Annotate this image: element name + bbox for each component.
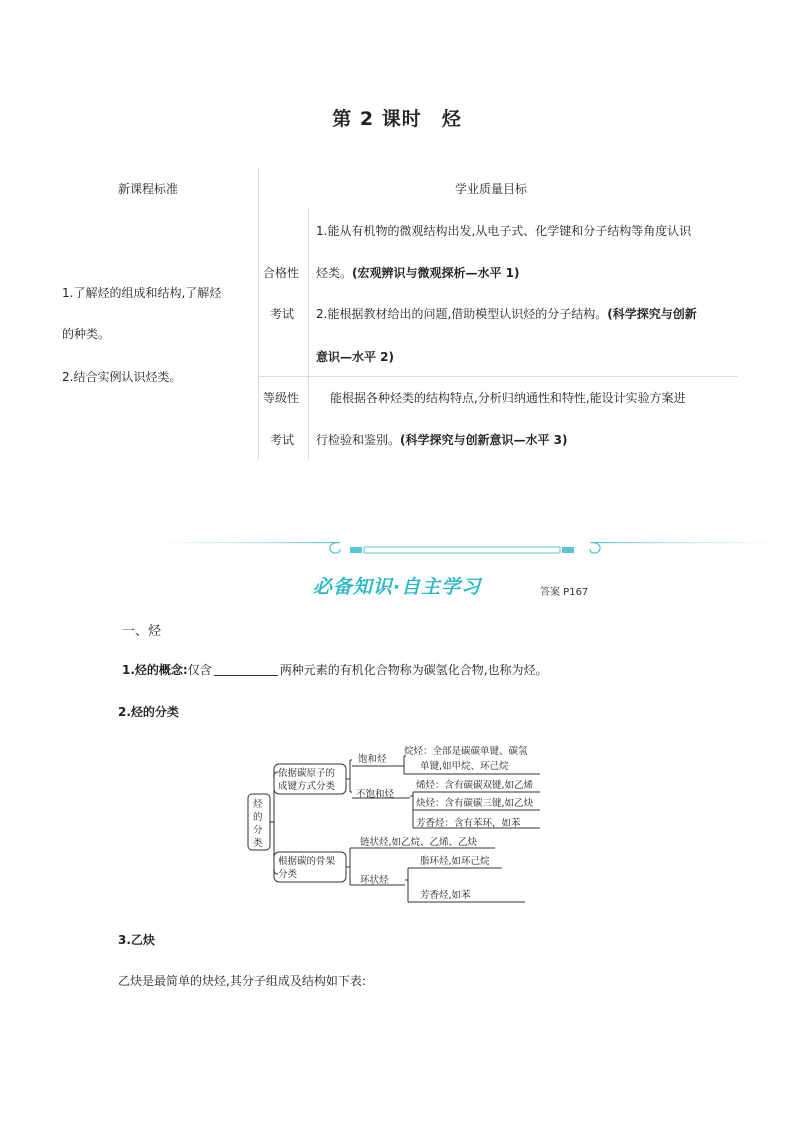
level-exam-label: 等级性 xyxy=(263,391,300,405)
answer-reference: 答案 P167 xyxy=(540,587,589,598)
ring-label: 环状烃 xyxy=(360,875,389,886)
pass-goal-level: (科学探究与创新 xyxy=(607,307,697,321)
classification-diagram xyxy=(240,740,540,910)
level-goal: 能根据各种烃类的结构特点,分析归纳通性和特性,能设计实验方案进 xyxy=(330,391,686,405)
acetylene-heading: 3.乙炔 xyxy=(118,933,155,947)
table-divider xyxy=(258,168,259,460)
classification-heading: 2.烃的分类 xyxy=(118,705,179,719)
alkene-label: 烯烃：含有碳碳双键,如乙烯 xyxy=(416,780,534,791)
definition-pre: 仅含 xyxy=(187,663,212,677)
root-label: 分 xyxy=(253,825,263,836)
saturated-label: 饱和烃 xyxy=(358,754,387,765)
pass-goal-2-cont: 意识—水平 2) xyxy=(316,350,395,364)
level-exam-label: 考试 xyxy=(270,433,295,447)
hydrocarbon-definition xyxy=(122,661,548,678)
branch1-label: 依据碳原子的 xyxy=(278,768,336,779)
standard-line: 的种类。 xyxy=(62,327,111,341)
acetylene-intro: 乙炔是最简单的炔烃,其分子组成及结构如下表: xyxy=(118,974,366,988)
fill-blank[interactable] xyxy=(214,663,278,676)
level-goal-cont xyxy=(316,431,568,448)
level-goal-text: 行检验和鉴别。 xyxy=(316,433,401,447)
root-label: 烃 xyxy=(253,799,263,810)
pass-goal-1-cont xyxy=(316,264,520,281)
branch2-label: 分类 xyxy=(278,869,298,880)
unsaturated-label: 不饱和烃 xyxy=(356,789,395,800)
pass-goal-text: 2.能根据教材给出的问题,借助模型认识烃的分子结构。 xyxy=(316,307,608,321)
definition-label: 1.烃的概念: xyxy=(122,663,188,677)
section-heading: 一、烃 xyxy=(122,624,162,639)
alkane-label: 单键,如甲烷、环己烷 xyxy=(420,761,509,772)
standard-line: 1.了解烃的组成和结构,了解烃 xyxy=(62,286,222,300)
branch1-label: 成键方式分类 xyxy=(278,781,336,792)
aromatic-label: 芳香烃：含有苯环，如苯 xyxy=(416,818,521,829)
root-label: 类 xyxy=(253,838,263,849)
chain-label: 链状烃,如乙烷、乙烯、乙炔 xyxy=(360,837,478,848)
pass-goal-text: 烃类。 xyxy=(316,266,353,280)
aromatic-label: 芳香烃,如苯 xyxy=(420,890,471,901)
table-divider xyxy=(308,208,309,460)
definition-post: 两种元素的有机化合物称为碳氢化合物,也称为烃。 xyxy=(279,663,548,677)
branch2-label: 根据碳的骨架 xyxy=(278,856,336,867)
pass-goal-1: 1.能从有机物的微观结构出发,从电子式、化学键和分子结构等角度认识 xyxy=(316,224,692,238)
table-divider xyxy=(258,376,738,377)
root-bracket xyxy=(270,776,274,870)
alkyne-label: 炔烃：含有碳碳三键,如乙炔 xyxy=(416,798,534,809)
table-header-standards: 新课程标准 xyxy=(118,182,179,196)
banner-title-text: 必备知识·自主学习 xyxy=(312,576,482,598)
pass-goal-level: (宏观辨识与微观探析—水平 1) xyxy=(352,266,520,280)
standard-line: 2.结合实例认识烃类。 xyxy=(62,370,182,384)
alicyclic-label: 脂环烃,如环己烷 xyxy=(420,856,490,867)
alkane-label: 烷烃：全部是碳碳单键、碳氢 xyxy=(404,746,528,757)
page-title: 第 2 课时 烃 xyxy=(332,108,462,130)
banner-divider xyxy=(150,536,780,560)
level-goal-level: (科学探究与创新意识—水平 3) xyxy=(400,433,568,447)
pass-exam-label: 考试 xyxy=(270,307,295,321)
section-banner-title xyxy=(0,572,794,599)
table-header-goals: 学业质量目标 xyxy=(455,182,528,196)
pass-exam-label: 合格性 xyxy=(263,266,300,280)
root-label: 的 xyxy=(253,812,263,823)
pass-goal-2 xyxy=(316,305,697,322)
